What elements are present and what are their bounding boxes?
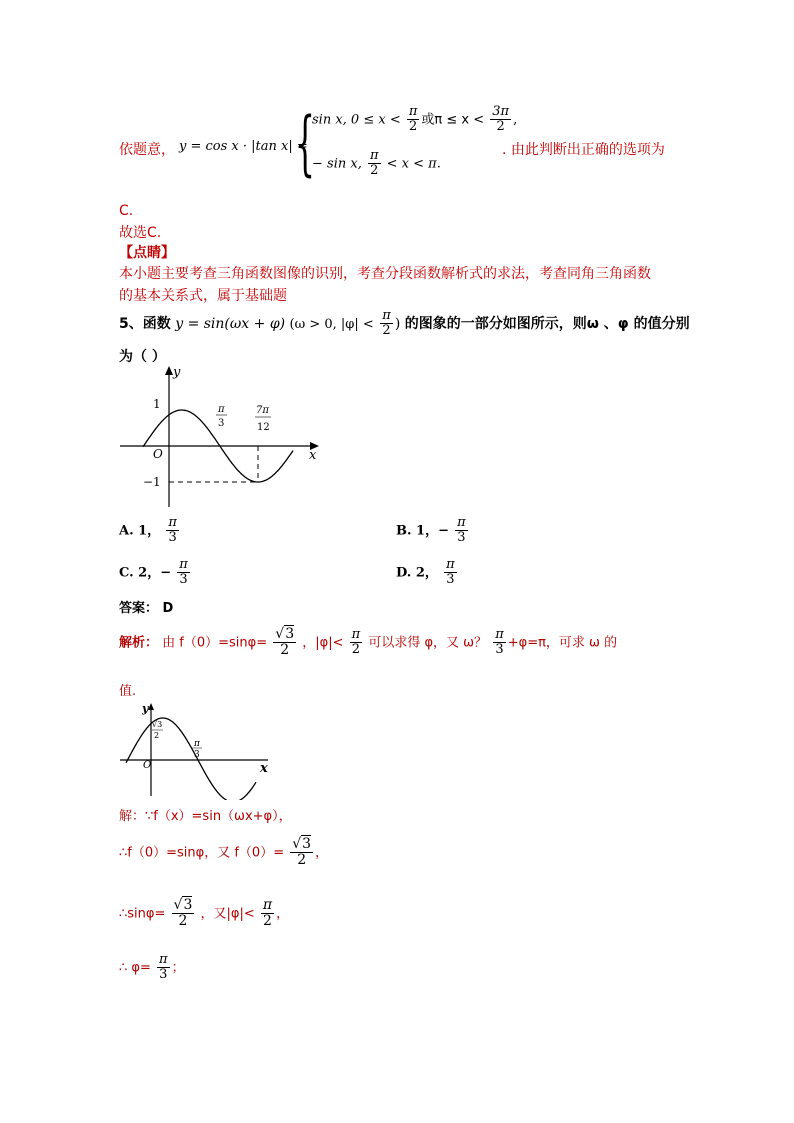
tick-pi3-den-2: 3 xyxy=(194,750,200,760)
x-axis-label-2: x xyxy=(260,761,268,776)
expr-left: y = cos x · |tan x| = xyxy=(179,139,308,154)
x-axis-label: x xyxy=(309,448,317,463)
tick-minus-one: −1 xyxy=(143,475,161,489)
origin-label-2: O xyxy=(143,760,152,771)
conclusion-text: . 由此判断出正确的选项为 xyxy=(502,142,665,158)
y-axis-label: y xyxy=(173,365,181,380)
tick-7pi12-den: 12 xyxy=(257,422,270,433)
solution-line-3: ∴sinφ= $\frac{√3}{2}$ ，又|φ|< $\frac{\pi}{2}$ ， xyxy=(119,897,290,930)
function-graph-1 xyxy=(115,362,325,512)
question-5: 5、函数 y = sin(ωx + φ) (ω > 0, |φ| < $\frac{\pi}{2}$ ) 的图象的一部分如图所示，则ω 、φ 的值分别 xyxy=(119,308,690,339)
origin-label: O xyxy=(153,447,163,461)
case-2: − sin x, $\frac{\pi}{2}$ < x < π. xyxy=(312,148,441,179)
option-c: C. 2，− $\frac{\pi}{3}$ xyxy=(119,557,188,588)
option-d: D. 2， $\frac{\pi}{3}$ xyxy=(396,557,455,588)
option-b: B. 1，− $\frac{\pi}{3}$ xyxy=(396,515,466,546)
choose-c: 故选C. xyxy=(119,225,162,241)
function-graph-2 xyxy=(118,700,278,800)
dianjing-text-2: 的基本关系式，属于基础题 xyxy=(119,288,287,304)
solution-line-1: 解：∵f（x）=sin（ωx+φ）， xyxy=(119,809,292,824)
solution-line-2: ∴f（0）=sinφ，又 f（0）= $\frac{√3}{2}$ ， xyxy=(119,836,329,869)
tick-sqrt3-den: 2 xyxy=(154,731,160,740)
tick-pi3-num-2: π xyxy=(194,739,200,749)
tick-sqrt3-num: √3 xyxy=(152,720,163,729)
dianjing-text-1: 本小题主要考查三角函数图像的识别，考查分段函数解析式的求法，考查同角三角函数 xyxy=(119,266,651,282)
answer-line: 答案： D xyxy=(119,601,174,616)
tick-one: 1 xyxy=(153,397,161,411)
case-1: sin x, 0 ≤ x < $\frac{\pi}{2}$ 或π ≤ x < $\frac{3\pi}{2}$ , xyxy=(312,104,518,135)
tick-pi3-num: π xyxy=(218,404,225,415)
dianjing-title: 【点睛】 xyxy=(119,245,175,261)
y-axis-label-2: y xyxy=(142,702,149,715)
brace: { xyxy=(295,102,316,184)
analysis-line2: 值. xyxy=(119,684,137,699)
analysis-line: 解析： 由 f（0）=sinφ= $\frac{√3}{2}$ ，|φ|< $\frac{\pi}{2}$ 可以求得 φ，又 ω？ $\frac{\pi}{3}$ +φ=π，可求 ω 的 xyxy=(119,626,618,659)
tick-pi3-den: 3 xyxy=(218,418,225,429)
option-a: A. 1， $\frac{\pi}{3}$ xyxy=(119,515,177,546)
solution-line-4: ∴ φ= $\frac{\pi}{3}$ ； xyxy=(119,952,185,983)
intro-text: 依题意， xyxy=(119,142,175,158)
question-5-line2: 为（ ） xyxy=(119,349,166,365)
answer-c: C. xyxy=(119,203,134,219)
piecewise-line xyxy=(119,103,679,191)
tick-7pi12-num: 7π xyxy=(256,405,269,416)
